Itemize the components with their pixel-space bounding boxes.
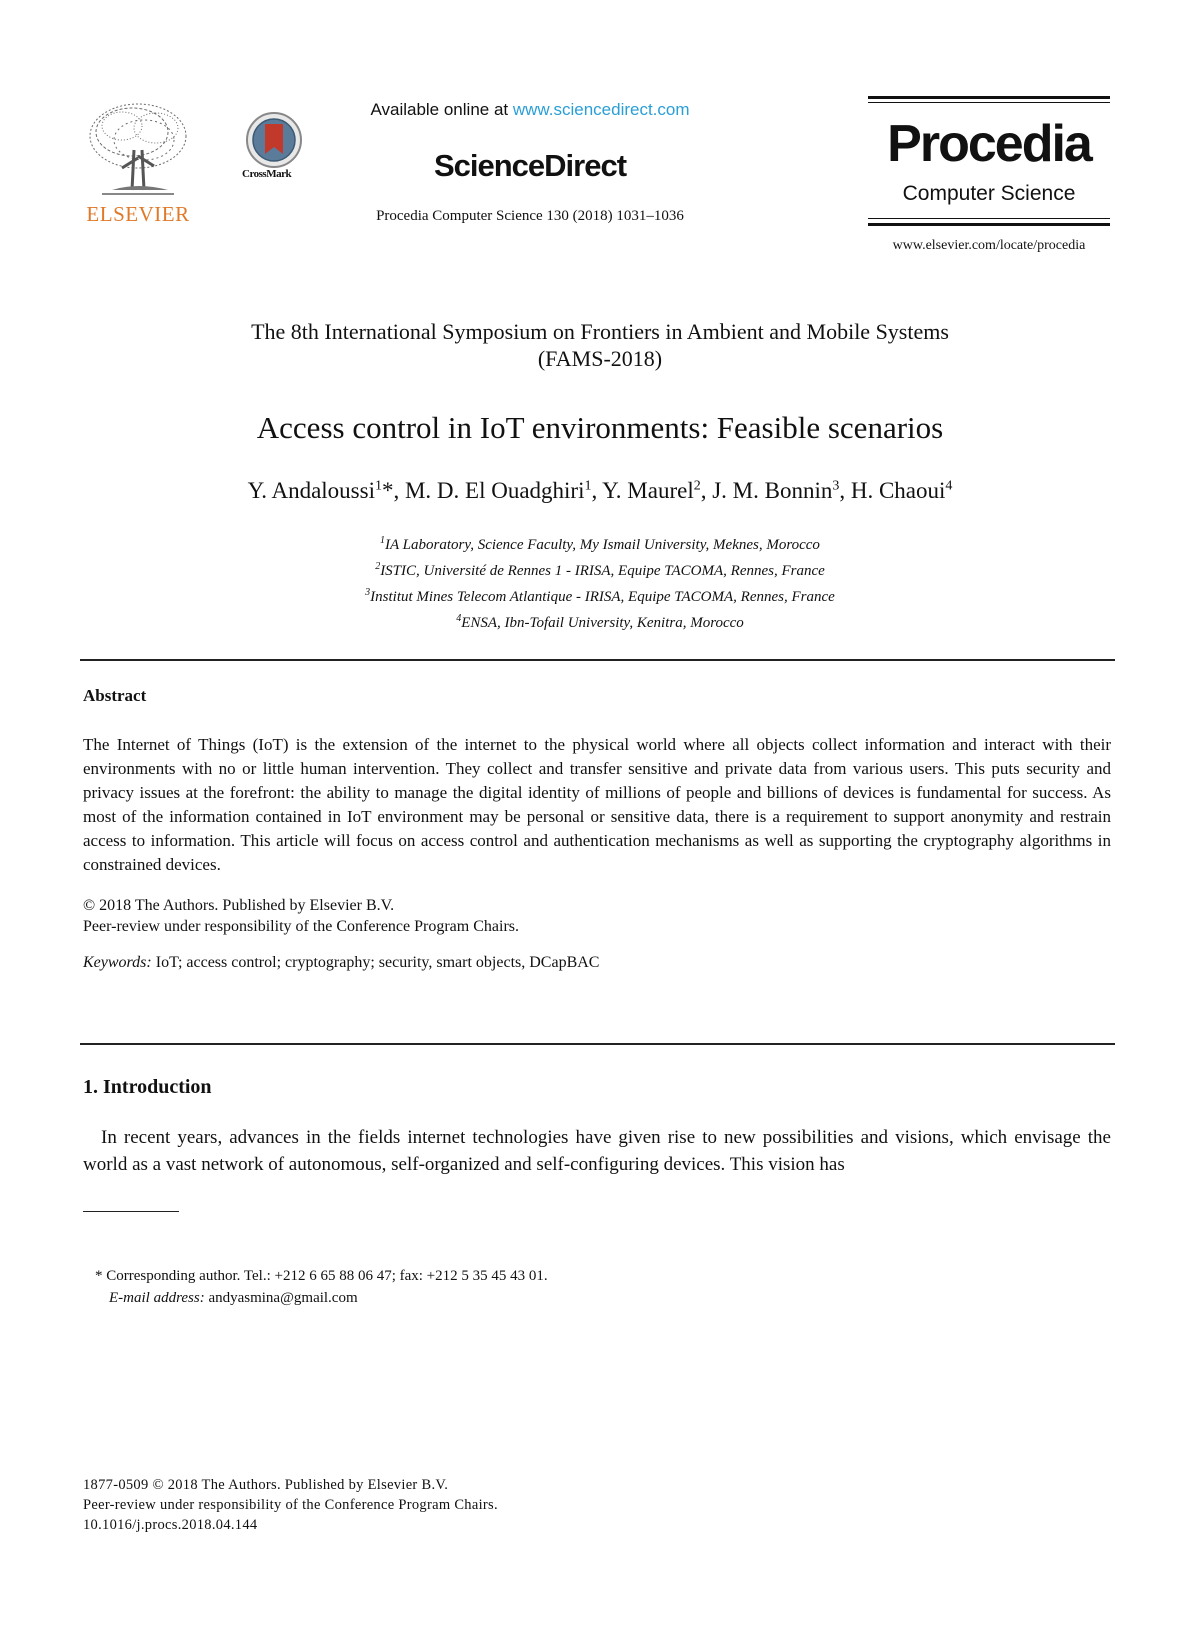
affiliation-sup: 4 — [456, 613, 462, 624]
author-name: M. D. El Ouadghiri — [404, 478, 585, 503]
procedia-rule-bottom — [868, 223, 1110, 226]
procedia-title: Procedia — [887, 115, 1091, 173]
author-separator: , — [839, 478, 851, 503]
keywords-line — [83, 954, 1111, 972]
abstract-body: The Internet of Things (IoT) is the extension of the internet to the physical world where all objects collect information and interact with their environments with no or little human intervention. They collect and transfer sensitive and private data from various users. This puts security and privacy issues at the forefront: the ability to manage the digital identity of millions of people and billions of devices is fundamental for success. As most of the information contained in IoT environment may be personal or sensitive data, there is a requirement to support anonymity and restrain access to information. This article will focus on access control and authentication mechanisms as well as supporting the cryptography algorithms in constrained devices. — [83, 735, 1111, 874]
author-affil-sup: 3 — [832, 478, 840, 494]
procedia-rule-top-thin — [868, 102, 1110, 103]
email-address[interactable]: andyasmina@gmail.com — [208, 1290, 358, 1306]
elsevier-logo — [82, 98, 194, 230]
author-name: Y. Andaloussi — [247, 478, 375, 503]
crossmark-label: CrossMark — [242, 168, 292, 180]
affiliation-text: Institut Mines Telecom Atlantique - IRISA, Equipe TACOMA, Rennes, France — [370, 589, 835, 605]
abstract-heading: Abstract — [83, 686, 147, 705]
crossmark-icon — [244, 110, 304, 170]
journal-reference: Procedia Computer Science 130 (2018) 1031–1036 — [376, 208, 684, 224]
affiliation-text: IA Laboratory, Science Faculty, My Ismail University, Meknes, Morocco — [385, 537, 820, 553]
author-separator: , — [700, 478, 713, 503]
author-list — [100, 478, 1100, 504]
affiliation-text: ENSA, Ibn-Tofail University, Kenitra, Morocco — [461, 615, 744, 631]
procedia-rule-top — [868, 96, 1110, 99]
affiliation — [100, 608, 1100, 634]
abstract-bottom-rule — [80, 1043, 1115, 1045]
abstract-top-rule — [80, 659, 1115, 661]
author-affil-sup: 1 — [374, 478, 382, 494]
affiliation-sup: 2 — [375, 561, 381, 572]
peer-review-line: Peer-review under responsibility of the Conference Program Chairs. — [83, 918, 519, 935]
footnote-rule — [83, 1211, 179, 1212]
footnote — [95, 1265, 995, 1309]
author-affil-sup: 1 — [584, 478, 592, 494]
paper-title: Access control in IoT environments: Feasible scenarios — [256, 410, 944, 445]
section-heading-introduction: 1. Introduction — [83, 1076, 212, 1098]
affiliation-sup: 3 — [365, 587, 371, 598]
bottom-peer-review-line: Peer-review under responsibility of the Conference Program Chairs. — [83, 1497, 498, 1513]
author-name: J. M. Bonnin — [712, 478, 833, 503]
author-affil-sup: 2 — [693, 478, 701, 494]
copyright-block — [83, 895, 1111, 937]
email-line — [95, 1287, 995, 1309]
affiliation — [100, 530, 1100, 556]
doi-line[interactable]: 10.1016/j.procs.2018.04.144 — [83, 1517, 258, 1533]
keywords-list: IoT; access control; cryptography; security, smart objects, DCapBAC — [155, 954, 600, 971]
author-separator: , — [591, 478, 603, 503]
author-name: Y. Maurel — [602, 478, 694, 503]
author-affil-sup: 4 — [945, 478, 953, 494]
available-online-line — [340, 100, 720, 120]
affiliation — [100, 556, 1100, 582]
procedia-rule-bottom-thin — [868, 218, 1110, 219]
procedia-logo — [868, 96, 1110, 230]
affiliation-list — [100, 530, 1100, 634]
keywords-label: Keywords: — [83, 954, 152, 971]
symposium-line-1: The 8th International Symposium on Frontiers in Ambient and Mobile Systems — [251, 319, 949, 344]
procedia-subtitle: Computer Science — [902, 182, 1076, 205]
symposium-line-2: (FAMS-2018) — [537, 346, 663, 371]
email-label: E-mail address: — [109, 1290, 205, 1306]
crossmark-badge[interactable] — [244, 110, 319, 190]
author-name: H. Chaoui — [850, 478, 946, 503]
corresponding-mark: * — [381, 478, 394, 503]
elsevier-tree-icon — [82, 98, 194, 198]
author-separator: , — [393, 478, 405, 503]
affiliation-sup: 1 — [380, 535, 386, 546]
copyright-line: © 2018 The Authors. Published by Elsevier B.V. — [83, 897, 395, 914]
sciencedirect-link[interactable]: www.sciencedirect.com — [512, 100, 690, 119]
sciencedirect-wordmark: ScienceDirect — [433, 148, 627, 183]
corresponding-author-note: * Corresponding author. Tel.: +212 6 65 88 06 47; fax: +212 5 35 45 43 01. — [95, 1268, 548, 1284]
bottom-publication-info — [83, 1475, 983, 1535]
symposium-name — [100, 318, 1100, 372]
procedia-url[interactable]: www.elsevier.com/locate/procedia — [892, 238, 1086, 253]
introduction-paragraph: In recent years, advances in the fields internet technologies have given rise to new possibilities and visions, which envisage the world as a vast network of autonomous, self-organized and self-configuring devices. This vision has — [83, 1127, 1111, 1175]
issn-copyright-line: 1877-0509 © 2018 The Authors. Published by Elsevier B.V. — [83, 1477, 449, 1493]
affiliation-text: ISTIC, Université de Rennes 1 - IRISA, Equipe TACOMA, Rennes, France — [380, 563, 825, 579]
elsevier-wordmark: ELSEVIER — [86, 202, 190, 226]
available-online-text: Available online at — [370, 100, 513, 119]
affiliation — [100, 582, 1100, 608]
